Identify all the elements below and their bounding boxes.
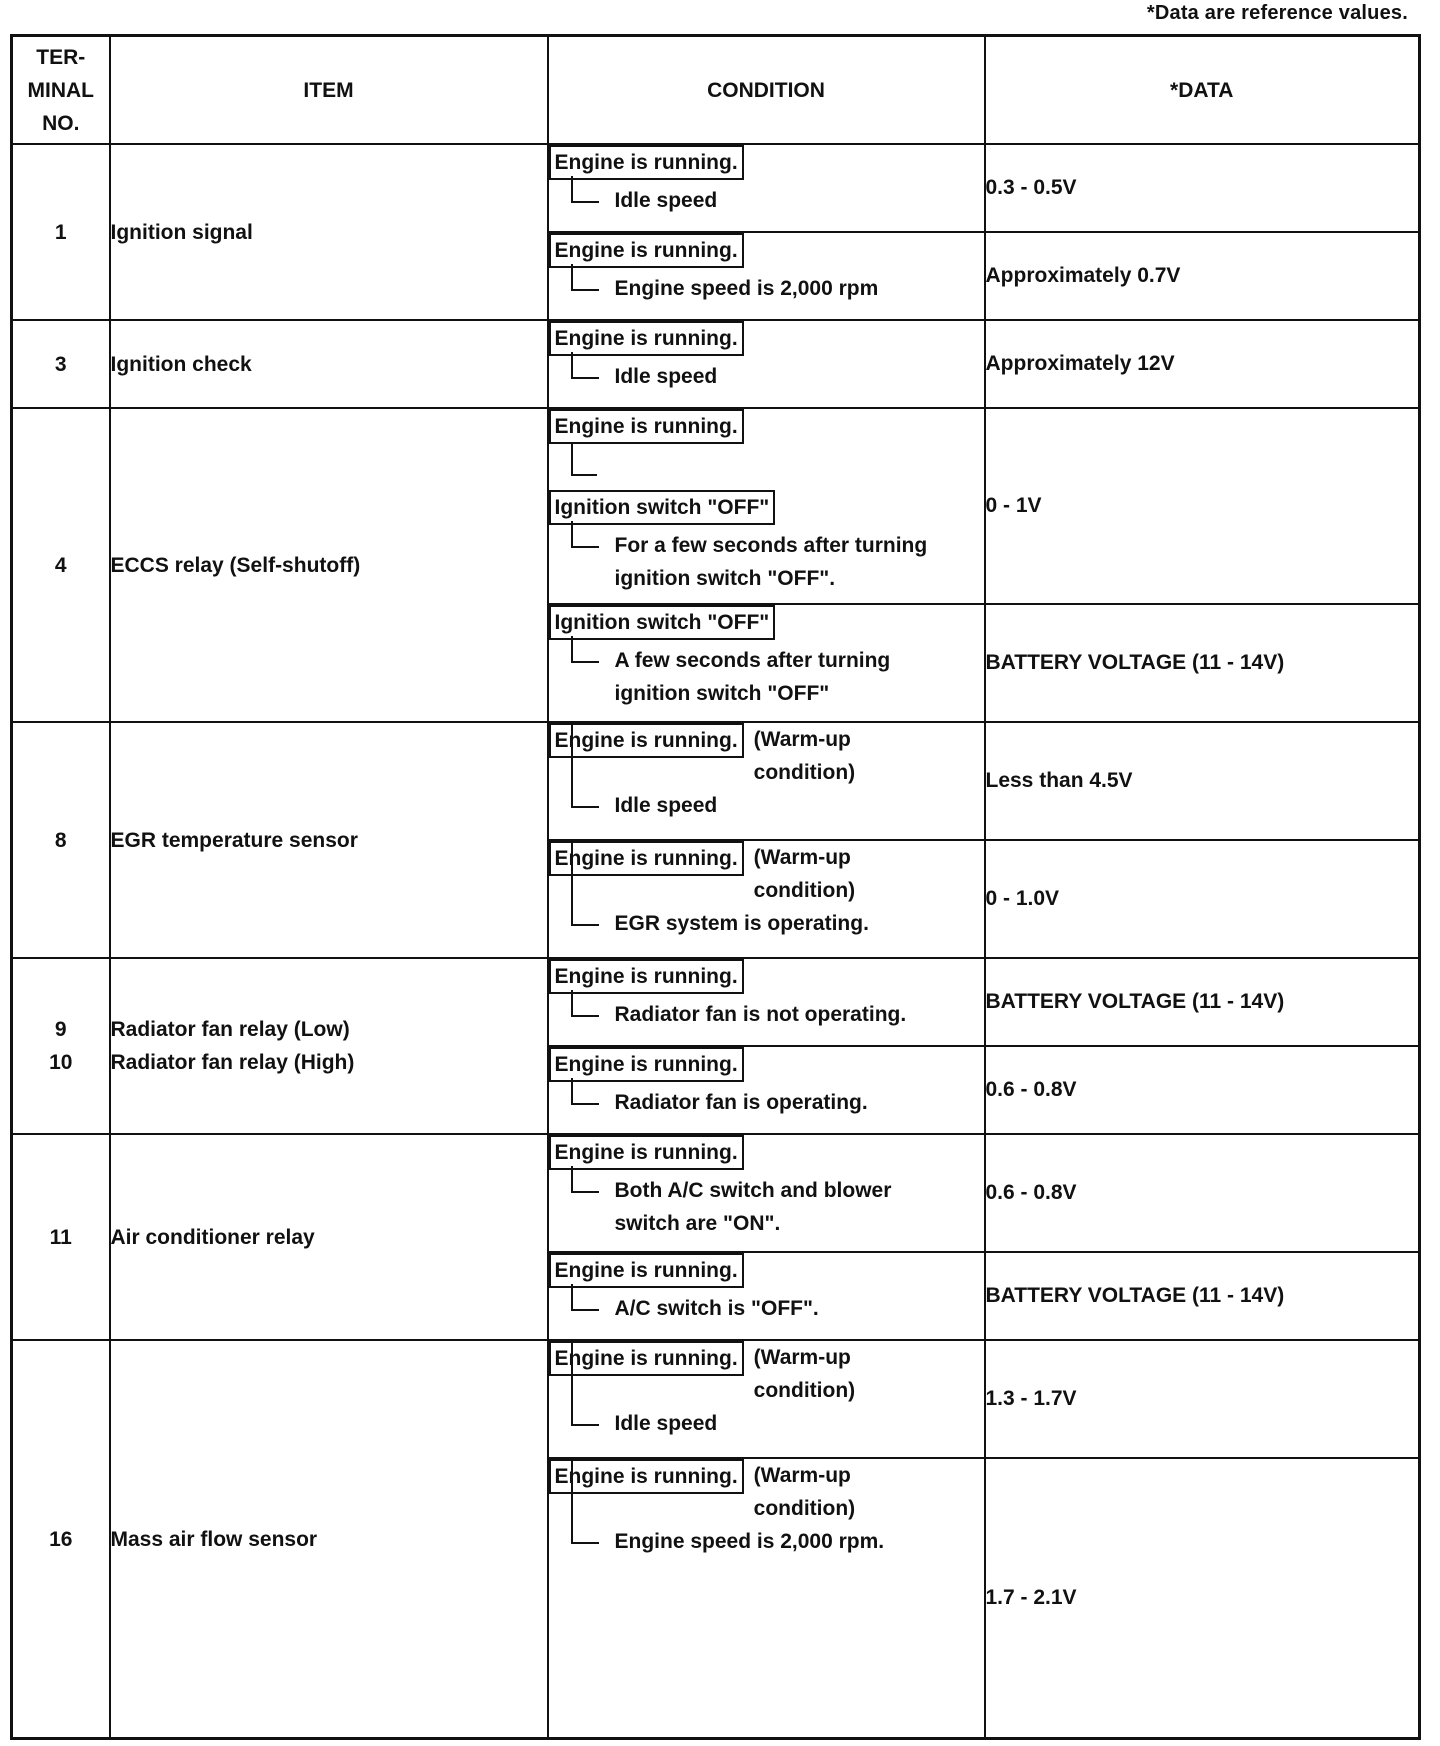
condition-detail: Engine speed is 2,000 rpm xyxy=(571,272,984,305)
table-row xyxy=(12,1340,1420,1458)
condition-cell xyxy=(548,1458,985,1739)
header-data: *DATA xyxy=(985,36,1420,145)
condition-box: Ignition switch "OFF" xyxy=(549,490,776,525)
condition-box: Engine is running. xyxy=(549,1459,744,1494)
condition-cell xyxy=(548,840,985,958)
terminal-data-table xyxy=(10,34,1421,1740)
condition-box: Engine is running. xyxy=(549,841,744,876)
table-row xyxy=(12,408,1420,604)
reference-note: *Data are reference values. xyxy=(1146,2,1408,24)
terminal-number: 16 xyxy=(12,1340,110,1739)
condition-cell xyxy=(548,1340,985,1458)
condition-detail: Radiator fan is not operating. xyxy=(571,998,984,1031)
condition-detail: Idle speed xyxy=(571,789,984,822)
data-value: 0.6 - 0.8V xyxy=(985,1134,1420,1252)
condition-box: Engine is running. xyxy=(549,233,744,268)
item-name: ECCS relay (Self-shutoff) xyxy=(110,408,548,722)
condition-box: Engine is running. xyxy=(549,1135,744,1170)
condition-detail: A/C switch is "OFF". xyxy=(571,1292,984,1325)
table-row xyxy=(12,722,1420,840)
item-name: Ignition signal xyxy=(110,144,548,320)
condition-cell xyxy=(548,408,985,604)
data-value: 1.3 - 1.7V xyxy=(985,1340,1420,1458)
data-value: 1.7 - 2.1V xyxy=(985,1458,1420,1739)
warm-up-note: (Warm-up condition) xyxy=(753,846,856,902)
condition-cell xyxy=(548,722,985,840)
header-terminal-no xyxy=(12,36,110,145)
table-row xyxy=(12,958,1420,1046)
condition-box: Engine is running. xyxy=(549,959,744,994)
condition-cell xyxy=(548,604,985,722)
header-row xyxy=(12,36,1420,145)
condition-cell xyxy=(548,1252,985,1340)
header-item: ITEM xyxy=(110,36,548,145)
condition-detail: Idle speed xyxy=(571,1407,984,1440)
data-value: BATTERY VOLTAGE (11 - 14V) xyxy=(985,958,1420,1046)
condition-box: Ignition switch "OFF" xyxy=(549,605,776,640)
data-value: Less than 4.5V xyxy=(985,722,1420,840)
condition-box: Engine is running. xyxy=(549,1047,744,1082)
condition-cell xyxy=(548,1134,985,1252)
condition-detail: For a few seconds after turning ignition switch "OFF". xyxy=(571,529,935,595)
terminal-number: 11 xyxy=(12,1134,110,1340)
condition-box: Engine is running. xyxy=(549,1341,744,1376)
condition-detail: Radiator fan is operating. xyxy=(571,1086,984,1119)
terminal-number: 3 xyxy=(12,320,110,408)
tree-connector xyxy=(571,444,597,476)
header-terminal-line: TER- xyxy=(36,45,86,69)
condition-cell xyxy=(548,232,985,320)
terminal-number: 9 10 xyxy=(12,958,110,1134)
condition-detail: A few seconds after turning ignition switch "OFF" xyxy=(571,644,935,710)
item-name: Radiator fan relay (Low) Radiator fan relay (High) xyxy=(110,958,548,1134)
data-value: 0.3 - 0.5V xyxy=(985,144,1420,232)
condition-detail: Both A/C switch and blower switch are "ON". xyxy=(571,1174,935,1240)
terminal-number: 8 xyxy=(12,722,110,958)
condition-detail: Idle speed xyxy=(571,184,984,217)
condition-box: Engine is running. xyxy=(549,145,744,180)
warm-up-note: (Warm-up condition) xyxy=(753,1346,856,1402)
table-row xyxy=(12,144,1420,232)
data-value: Approximately 12V xyxy=(985,320,1420,408)
terminal-number: 1 xyxy=(12,144,110,320)
terminal-number: 4 xyxy=(12,408,110,722)
condition-detail: Idle speed xyxy=(571,360,984,393)
warm-up-note: (Warm-up condition) xyxy=(753,1464,856,1520)
table-row xyxy=(12,1134,1420,1252)
item-name: Air conditioner relay xyxy=(110,1134,548,1340)
data-value: 0.6 - 0.8V xyxy=(985,1046,1420,1134)
data-value: 0 - 1V xyxy=(985,408,1420,604)
data-value: Approximately 0.7V xyxy=(985,232,1420,320)
table-row xyxy=(12,320,1420,408)
condition-box: Engine is running. xyxy=(549,321,744,356)
header-terminal-line: NO. xyxy=(42,111,80,135)
item-name: Mass air flow sensor xyxy=(110,1340,548,1739)
condition-detail: EGR system is operating. xyxy=(571,907,984,940)
item-name: EGR temperature sensor xyxy=(110,722,548,958)
item-name: Ignition check xyxy=(110,320,548,408)
data-value: BATTERY VOLTAGE (11 - 14V) xyxy=(985,1252,1420,1340)
header-terminal-line: MINAL xyxy=(27,78,94,102)
condition-box: Engine is running. xyxy=(549,409,744,444)
condition-detail: Engine speed is 2,000 rpm. xyxy=(571,1525,984,1558)
condition-cell xyxy=(548,958,985,1046)
condition-box: Engine is running. xyxy=(549,1253,744,1288)
condition-box: Engine is running. xyxy=(549,723,744,758)
condition-cell xyxy=(548,144,985,232)
data-value: BATTERY VOLTAGE (11 - 14V) xyxy=(985,604,1420,722)
header-condition: CONDITION xyxy=(548,36,985,145)
condition-cell xyxy=(548,320,985,408)
warm-up-note: (Warm-up condition) xyxy=(753,728,856,784)
data-value: 0 - 1.0V xyxy=(985,840,1420,958)
condition-cell xyxy=(548,1046,985,1134)
